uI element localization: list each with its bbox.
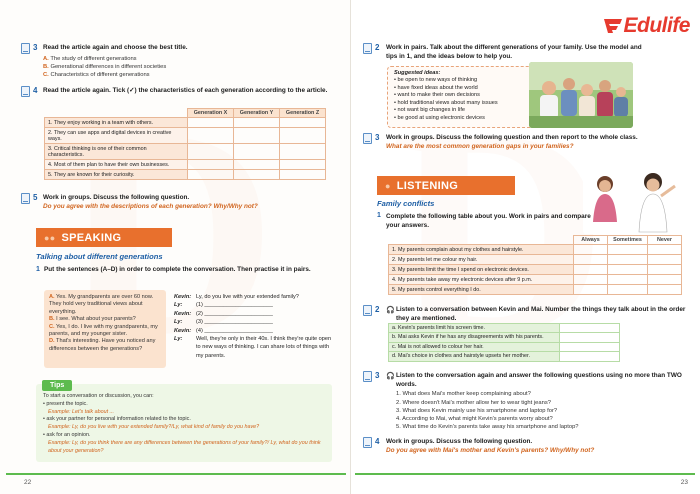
- instruction: Work in groups. Discuss the following question and then report to the whole class.: [386, 134, 638, 141]
- tips-intro: To start a conversation or discussion, you can:: [43, 393, 154, 399]
- right-page: [350, 0, 700, 494]
- table-row: 2. My parents let me colour my hair.: [389, 255, 682, 265]
- table-row: 1. My parents complain about my clothes and hairstyle.: [389, 245, 682, 255]
- question-icon: [363, 43, 372, 54]
- instruction: Complete the following table about you. Work in pairs and compare your answers.: [386, 213, 591, 229]
- tip-example: Example: Ly, do you think there are any differences between the generations of your family?/ Ly, what do you think about your generation?: [48, 439, 321, 454]
- col-header: Generation X: [188, 109, 234, 118]
- tip-example: Example: Ly, do you live with your extended family?/Ly, what kind of family do you have?: [48, 424, 260, 431]
- section-title: LISTENING: [396, 179, 459, 192]
- logo-mark-icon: [603, 16, 623, 36]
- table-row: 2. They can use apps and digital devices in creative ways.: [45, 128, 326, 144]
- table-row: c. Mai is not allowed to colour her hair.: [389, 342, 620, 351]
- tip-item: • ask your partner for personal information related to the topic.: [43, 416, 191, 423]
- idea-item: • be open to new ways of thinking: [394, 77, 478, 84]
- conversation: [174, 293, 334, 360]
- section-subtitle: Family conflicts: [377, 199, 435, 208]
- tip-item: • ask for an opinion.: [43, 432, 91, 439]
- question-5: [43, 194, 333, 211]
- banner-dots: ●●: [44, 232, 56, 243]
- idea-item: • hold traditional views about many issues: [394, 99, 498, 106]
- col-header: Always: [574, 236, 608, 245]
- question-3-right: [386, 134, 686, 151]
- discussion-question: What are the most common generation gaps in your families?: [386, 142, 574, 150]
- instruction: Work in groups. Discuss the following question.: [43, 194, 190, 201]
- table-row: 5. They are known for their curiosity.: [45, 170, 326, 180]
- question-list: [396, 390, 686, 431]
- page-number: 22: [24, 479, 32, 486]
- question-number: 4: [375, 437, 380, 446]
- option: B. I see. What about your parents?: [49, 316, 136, 323]
- instruction: Read the article again and choose the best title.: [43, 44, 188, 51]
- option: B. Generational differences in different societies: [43, 64, 167, 71]
- list-item: 4. According to Mai, what might Kevin's parents worry about?: [396, 415, 553, 422]
- order-table: [388, 323, 620, 362]
- option: D. That's interesting. Have you noticed any differences between the generations?: [49, 338, 156, 352]
- section-title: SPEAKING: [61, 231, 122, 244]
- dialogue-line: Ly: (3) ______________________: [174, 319, 273, 326]
- idea-item: • want to make their own decisions: [394, 92, 480, 99]
- question-l4: [386, 438, 686, 455]
- dialogue-line: Kevin: (4) ______________________: [174, 327, 273, 334]
- audio-icon[interactable]: 🎧: [386, 307, 395, 314]
- option: C. Characteristics of different generations: [43, 72, 150, 79]
- dialogue-line: Ly: Well, they're only in their 40s. I think they're quite open to new ways of thinking. I can share lots of things with my parents.: [174, 335, 332, 359]
- col-header: Sometimes: [608, 236, 648, 245]
- instruction: Read the article again. Tick (✓) the characteristics of each generation according to the article.: [43, 87, 328, 94]
- question-number: 3: [375, 133, 380, 142]
- option-list: [44, 290, 166, 357]
- instruction: Listen to a conversation between Kevin and Mai. Number the things they talk about in the order they are mentioned.: [396, 306, 686, 322]
- table-row: b. Mai asks Kevin if he has any disagreements with his parents.: [389, 333, 620, 342]
- question-number: 5: [33, 193, 38, 202]
- question-icon: [21, 193, 30, 204]
- question-icon: [363, 305, 372, 316]
- frequency-table: [388, 235, 682, 295]
- list-item: 3. What does Kevin mainly use his smartphone and laptop for?: [396, 407, 558, 414]
- option: A. Yes. My grandparents are over 60 now. They hold very traditional views about everything.: [49, 294, 154, 315]
- tip-item: • present the topic.: [43, 400, 88, 407]
- option: C. Yes, I do. I live with my grandparents, my parents, and my younger sister.: [49, 323, 158, 337]
- table-row: 4. My parents take away my electronic devices after 9 p.m.: [389, 275, 682, 285]
- col-header: Never: [648, 236, 682, 245]
- family-photo: [529, 62, 633, 128]
- table-row: 3. My parents limit the time I spend on electronic devices.: [389, 265, 682, 275]
- question-number: 4: [33, 86, 38, 95]
- question-number: 3: [33, 43, 38, 52]
- banner-dots: ●: [385, 180, 391, 191]
- table-row: 1. They enjoy working in a team with others.: [45, 118, 326, 128]
- ideas-title: Suggested ideas:: [394, 70, 441, 76]
- table-row: a. Kevin's parents limit his screen time.: [389, 324, 620, 333]
- table-row: 5. My parents control everything I do.: [389, 285, 682, 295]
- discussion-question: Do you agree with Mai's mother and Kevin's parents? Why/Why not?: [386, 446, 595, 454]
- idea-item: • not want big changes in life: [394, 107, 465, 114]
- list-item: 1. What does Mai's mother keep complaining about?: [396, 391, 531, 398]
- dialogue-line: Ly: (1) ______________________: [174, 302, 273, 309]
- question-number: 1: [36, 266, 40, 273]
- idea-item: • be good at using electronic devices: [394, 114, 485, 121]
- instruction: Work in pairs. Talk about the different generations of your family. Use the model and tips in 1, and the ideas below to help you.: [386, 44, 642, 60]
- logo-text: Edulife: [623, 14, 690, 37]
- sentence-options-box: [44, 290, 166, 368]
- instruction: Work in groups. Discuss the following question.: [386, 438, 533, 445]
- dialogue-line: Kevin: Ly, do you live with your extended family?: [174, 294, 299, 300]
- question-icon: [363, 133, 372, 144]
- question-icon: [21, 43, 30, 54]
- list-item: 5. What time do Kevin's parents take away his smartphone and laptop?: [396, 424, 579, 431]
- page-number: 23: [680, 479, 688, 486]
- question-l3: [396, 372, 686, 431]
- tips-content: [43, 393, 328, 456]
- section-subtitle: Talking about different generations: [36, 252, 163, 261]
- list-item: 2. Where doesn't Mai's mother allow her to wear tight jeans?: [396, 399, 551, 406]
- question-3: [43, 44, 333, 80]
- question-icon: [21, 86, 30, 97]
- option: A. The study of different generations: [43, 55, 137, 62]
- option-list: [43, 55, 333, 80]
- instruction: Put the sentences (A–D) in order to complete the conversation. Then practise it in pairs.: [44, 266, 311, 273]
- listening-banner: [377, 176, 515, 195]
- brand-logo: [603, 14, 690, 38]
- footer-line: [355, 473, 695, 475]
- idea-item: • have fixed ideas about the world: [394, 84, 478, 91]
- suggested-ideas-box: [387, 66, 551, 128]
- speaking-banner: [36, 228, 172, 247]
- question-icon: [363, 437, 372, 448]
- col-header: Generation Z: [280, 109, 326, 118]
- tip-example: Example: Let's talk about ...: [48, 408, 115, 415]
- discussion-question: Do you agree with the descriptions of each generation? Why/Why not?: [43, 202, 258, 210]
- question-number: 3: [375, 371, 380, 380]
- question-number: 2: [375, 43, 380, 52]
- table-row: 3. Critical thinking is one of their common characteristics.: [45, 144, 326, 160]
- table-row: 4. Most of them plan to have their own businesses.: [45, 160, 326, 170]
- generation-table: [44, 108, 326, 180]
- col-header: Generation Y: [234, 109, 280, 118]
- audio-icon[interactable]: 🎧: [386, 373, 395, 380]
- question-icon: [363, 371, 372, 382]
- tips-label: Tips: [42, 380, 72, 391]
- question-number: 2: [375, 305, 380, 314]
- instruction: Listen to the conversation again and answer the following questions using no more than TWO words.: [396, 372, 682, 388]
- table-row: d. Mai's choice in clothes and hairstyle upsets her mother.: [389, 352, 620, 361]
- dialogue-line: Kevin: (2) ______________________: [174, 310, 273, 317]
- question-number: 1: [377, 212, 381, 219]
- footer-line: [6, 473, 346, 475]
